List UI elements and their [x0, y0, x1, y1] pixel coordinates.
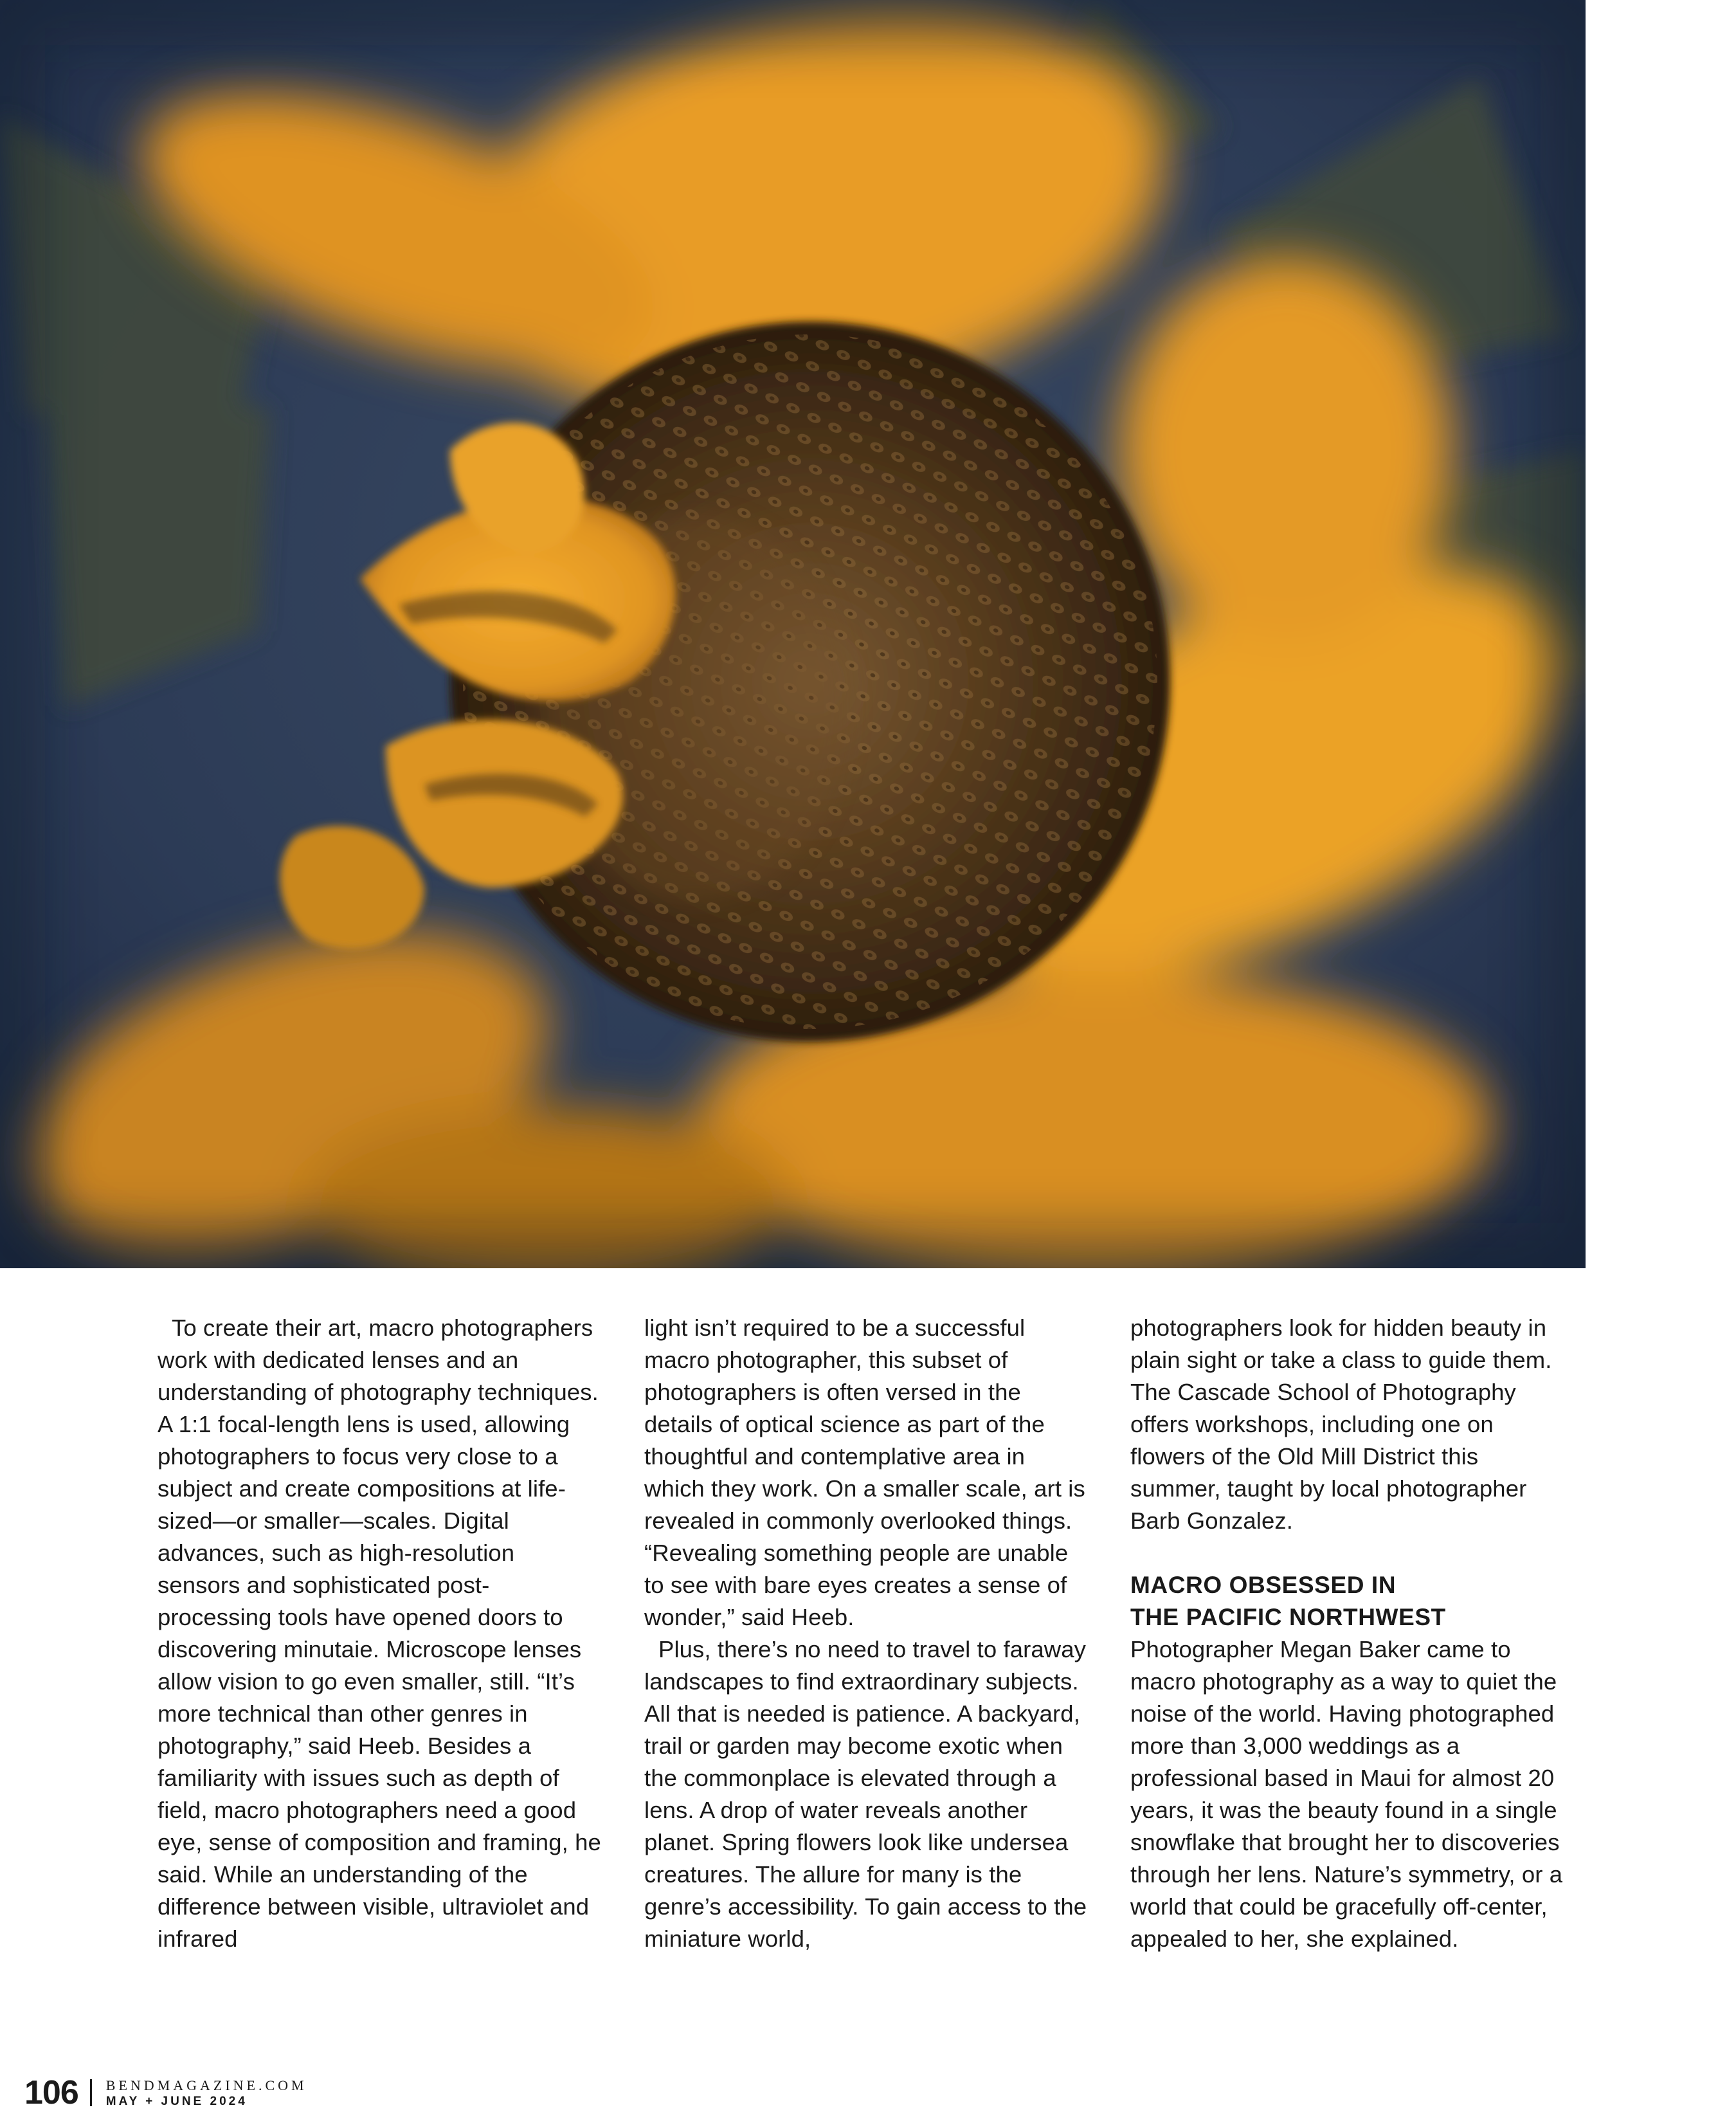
footer-divider: [90, 2079, 92, 2106]
article-paragraph: To create their art, macro photographers work with dedicated lenses and an understanding of photography techniques. A 1:1 focal-length lens is used, allowing photographers to focus very close to a subject and create compositions at life-sized—or smaller—scales. Digital advances, such as high-resolution sensors and sophisticated post-processing tools have opened doors to discovering minutaie. Microscope lenses allow vision to go even smaller, still. “It’s more technical than other genres in photography,” said Heeb. Besides a familiarity with issues such as depth of field, macro photographers need a good eye, sense of composition and framing, he said. While an understanding of the difference between visible, ultraviolet and infrared: [158, 1315, 601, 1952]
publication-info: [106, 2079, 307, 2107]
article-column-1: [158, 1312, 601, 1955]
article-column-2: [644, 1312, 1088, 1955]
article-paragraph: photographers look for hidden beauty in plain sight or take a class to guide them. The Cascade School of Photography offers workshops, including one on flowers of the Old Mill District this summer, taught by local photographer Barb Gonzalez.: [1130, 1315, 1552, 1534]
article-paragraph: light isn’t required to be a successful macro photographer, this subset of photographers is often versed in the details of optical science as part of the thoughtful and contemplative area in which they work. On a smaller scale, art is revealed in commonly overlooked things. “Revealing something people are unable to see with bare eyes creates a sense of wonder,” said Heeb.: [644, 1315, 1085, 1630]
article-paragraph: Plus, there’s no need to travel to faraway landscapes to find extraordinary subjects. All that is needed is patience. A backyard, trail or garden may become exotic when the commonplace is elevated through a lens. A drop of water reveals another planet. Spring flowers look like undersea creatures. The allure for many is the genre’s accessibility. To gain access to the miniature world,: [644, 1636, 1087, 1952]
article-column-3: [1130, 1312, 1574, 1955]
page-footer: [24, 2073, 307, 2112]
article-paragraph: Photographer Megan Baker came to macro photography as a way to quiet the noise of the world. Having photographed more than 3,000 weddings as a professional based in Maui for almost 20 years, it was the beauty found in a single snowflake that brought her to discoveries through her lens. Nature’s symmetry, or a world that could be gracefully off-center, appealed to her, she explained.: [1130, 1636, 1563, 1952]
publication-site: BENDMAGAZINE.COM: [105, 2077, 307, 2093]
page-number: 106: [24, 2074, 78, 2111]
issue-date: MAY + JUNE 2024: [105, 2094, 248, 2108]
section-subhead: MACRO OBSESSED IN THE PACIFIC NORTHWEST: [1130, 1572, 1446, 1630]
